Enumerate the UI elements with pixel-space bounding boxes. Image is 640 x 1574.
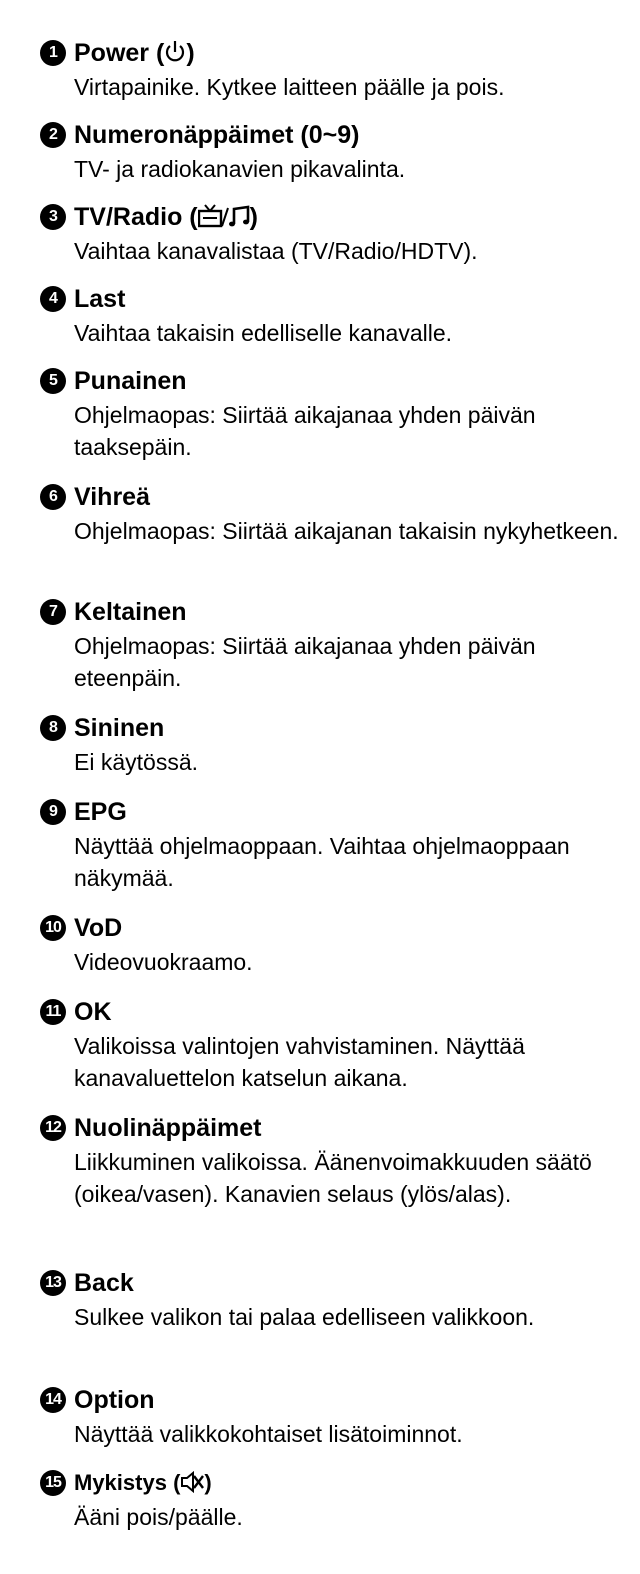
item-number-badge: 14 (40, 1387, 66, 1413)
item-title: Power ( ) (74, 36, 195, 73)
item-description: Ohjelmaopas: Siirtää aikajanaa yhden päivän taaksepäin. (74, 402, 536, 460)
item-title: Mykistys ( ) (74, 1466, 212, 1503)
item-number-badge: 8 (40, 715, 66, 741)
item-description: Vaihtaa kanavalistaa (TV/Radio/HDTV). (74, 238, 478, 264)
item-title: Sininen (74, 714, 165, 742)
item-title: EPG (74, 798, 127, 826)
item-number-badge: 7 (40, 599, 66, 625)
item-title: OK (74, 998, 112, 1026)
item-number-badge: 10 (40, 915, 66, 941)
item-description: TV- ja radiokanavien pikavalinta. (74, 156, 406, 182)
item-description: Ei käytössä. (74, 749, 198, 775)
item-description: Näyttää ohjelmaoppaan. Vaihtaa ohjelmaoppaan näkymää. (74, 833, 570, 891)
item-title: Back (74, 1269, 134, 1297)
item-number-badge: 4 (40, 286, 66, 312)
item-description: Ohjelmaopas: Siirtää aikajanan takaisin nykyhetkeen. (74, 518, 619, 544)
item-description: Virtapainike. Kytkee laitteen päälle ja pois. (74, 74, 505, 100)
item-number-badge: 3 (40, 204, 66, 230)
item-number-badge: 1 (40, 40, 66, 66)
item-title: Nuolinäppäimet (74, 1114, 262, 1142)
item-description: Ääni pois/päälle. (74, 1504, 243, 1530)
item-title: Punainen (74, 367, 187, 395)
item-number-badge: 6 (40, 484, 66, 510)
item-title: Vihreä (74, 483, 150, 511)
item-title: Keltainen (74, 598, 187, 626)
item-description: Liikkuminen valikoissa. Äänenvoimakkuuden säätö (oikea/vasen). Kanavien selaus (ylös/alas). (74, 1149, 592, 1207)
item-title: Option (74, 1386, 155, 1414)
item-description: Vaihtaa takaisin edelliselle kanavalle. (74, 320, 453, 346)
item-title: TV/Radio ( ) (74, 200, 258, 237)
item-number-badge: 2 (40, 122, 66, 148)
item-number-badge: 5 (40, 368, 66, 394)
item-number-badge: 11 (40, 999, 66, 1025)
item-number-badge: 9 (40, 799, 66, 825)
item-title: Last (74, 285, 126, 313)
item-number-badge: 12 (40, 1115, 66, 1141)
item-description: Videovuokraamo. (74, 949, 253, 975)
item-description: Ohjelmaopas: Siirtää aikajanaa yhden päivän eteenpäin. (74, 633, 536, 691)
item-title: Numeronäppäimet (0~9) (74, 121, 360, 149)
item-title: VoD (74, 914, 123, 942)
mute-icon (180, 1469, 204, 1503)
power-icon (164, 39, 186, 73)
tv-radio-icon (198, 203, 250, 237)
item-description: Valikoissa valintojen vahvistaminen. Näyttää kanavaluettelon katselun aikana. (74, 1033, 525, 1091)
item-number-badge: 15 (40, 1470, 66, 1496)
item-number-badge: 13 (40, 1270, 66, 1296)
item-description: Sulkee valikon tai palaa edelliseen valikkoon. (74, 1304, 535, 1330)
item-description: Näyttää valikkokohtaiset lisätoiminnot. (74, 1421, 463, 1447)
